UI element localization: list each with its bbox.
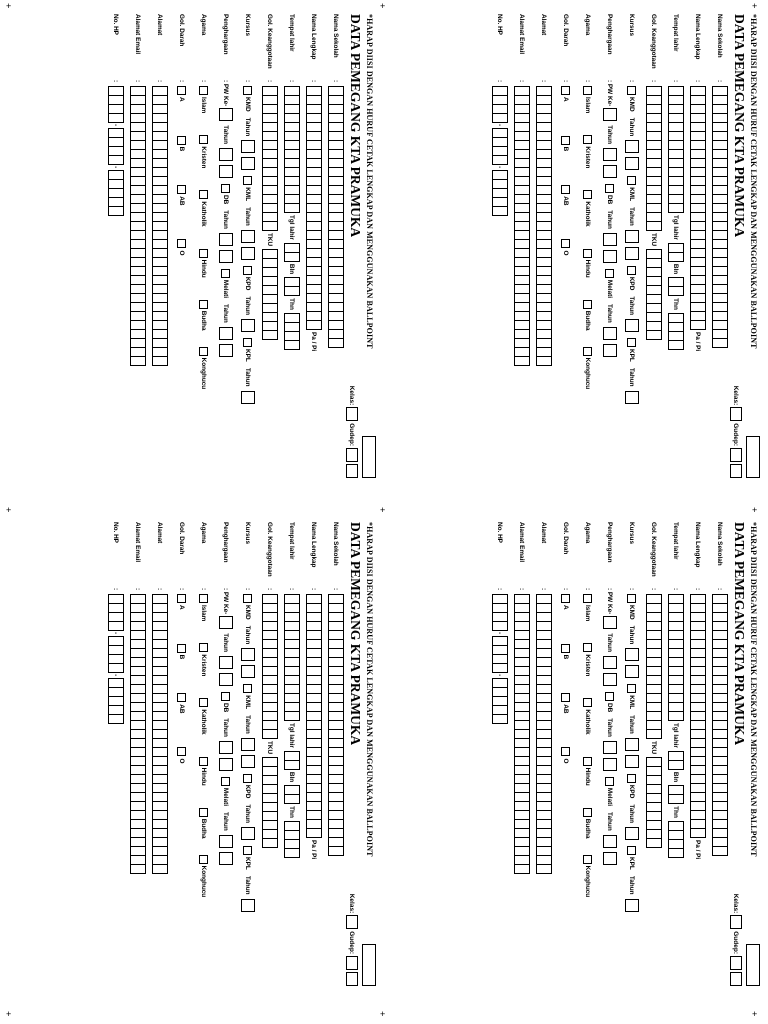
char-cell[interactable]: [492, 155, 508, 165]
blood-ab-checkbox[interactable]: [562, 185, 571, 194]
row-gol-keanggotaan: Gol. Keanggotaan : TKU: [259, 522, 281, 986]
char-cell[interactable]: [646, 221, 662, 231]
gol-keanggotaan-field[interactable]: [262, 86, 278, 230]
blood-a-checkbox[interactable]: [178, 86, 187, 95]
char-cell[interactable]: [668, 848, 684, 858]
instruction-note: *HARAP DIISI DENGAN HURUF CETAK LENGKAP DAN MENGGUNAKAN BALLPOINT: [749, 522, 758, 857]
gol-keanggotaan-field[interactable]: [646, 594, 662, 738]
char-cell[interactable]: [262, 330, 278, 340]
char-cell[interactable]: [108, 155, 124, 165]
kml-checkbox[interactable]: [244, 684, 253, 693]
row-tempat-lahir: Tempat lahir : Tgl lahir Bln Thn: [281, 14, 303, 478]
db-checkbox[interactable]: [222, 692, 231, 701]
char-cell[interactable]: [306, 320, 322, 330]
nama-sekolah-field[interactable]: [328, 86, 344, 347]
row-gol-darah: Gol. Darah : A B AB O: [178, 14, 186, 256]
katholik-checkbox[interactable]: [584, 190, 593, 199]
char-cell[interactable]: [668, 286, 684, 296]
nama-lengkap-field[interactable]: [306, 594, 322, 837]
kelas-gudep: Kelas: Gudep:: [730, 386, 742, 478]
corner-box[interactable]: [362, 944, 376, 986]
instruction-note: *HARAP DIISI DENGAN HURUF CETAK LENGKAP DAN MENGGUNAKAN BALLPOINT: [365, 522, 374, 857]
row-gol-keanggotaan: Gol. Keanggotaan : TKU: [643, 522, 665, 986]
tempat-lahir-field[interactable]: [668, 594, 684, 720]
kelas-box[interactable]: [346, 407, 358, 421]
gudep-box[interactable]: [730, 956, 742, 970]
hindu-checkbox[interactable]: [200, 757, 209, 766]
alamat-email-field[interactable]: [130, 86, 146, 365]
row-gol-darah: Gol. Darah : A B AB O: [562, 14, 570, 256]
crop-mark: +: [6, 505, 12, 515]
form-title: DATA PEMEGANG KTA PRAMUKA: [732, 14, 747, 238]
kelas-gudep: Kelas: Gudep:: [346, 386, 358, 478]
row-alamat: Alamat :: [533, 522, 555, 986]
row-alamat: Alamat :: [149, 522, 171, 986]
kpd-checkbox[interactable]: [628, 774, 637, 783]
melati-checkbox[interactable]: [606, 777, 615, 786]
kpl-checkbox[interactable]: [628, 846, 637, 855]
kpd-checkbox[interactable]: [244, 774, 253, 783]
char-cell[interactable]: [668, 203, 684, 213]
alamat-email-field[interactable]: [130, 594, 146, 873]
katholik-checkbox[interactable]: [584, 698, 593, 707]
blood-a-checkbox[interactable]: [178, 594, 187, 603]
char-cell[interactable]: [108, 621, 124, 631]
row-tempat-lahir: Tempat lahir : Tgl lahir Bln Thn: [281, 522, 303, 986]
hindu-checkbox[interactable]: [584, 757, 593, 766]
kelas-box[interactable]: [730, 915, 742, 929]
char-cell[interactable]: [108, 206, 124, 216]
konghucu-checkbox[interactable]: [584, 347, 593, 356]
alamat-email-field[interactable]: [514, 86, 530, 365]
gudep-box[interactable]: [346, 956, 358, 970]
char-cell[interactable]: [130, 356, 146, 366]
row-agama: Agama : Islam Kristen Katholik Hindu Budha Konghucu: [200, 522, 208, 898]
row-alamat-email: Alamat Email :: [127, 522, 149, 986]
char-cell[interactable]: [492, 663, 508, 673]
row-nama-lengkap: Nama Lengkap : Pa / Pi: [303, 14, 325, 478]
crop-mark: +: [752, 1009, 758, 1019]
char-cell[interactable]: [492, 621, 508, 631]
no-hp-field-3[interactable]: [108, 170, 124, 215]
blood-ab-checkbox[interactable]: [562, 693, 571, 702]
crop-mark: +: [380, 1, 386, 11]
kmd-checkbox[interactable]: [628, 86, 637, 95]
row-tempat-lahir: Tempat lahir : Tgl lahir Bln Thn: [665, 522, 687, 986]
budha-checkbox[interactable]: [200, 808, 209, 817]
char-cell[interactable]: [646, 330, 662, 340]
row-tempat-lahir: Tempat lahir : Tgl lahir Bln Thn: [665, 14, 687, 478]
nama-lengkap-field[interactable]: [690, 86, 706, 329]
char-cell[interactable]: [284, 711, 300, 721]
no-hp-field-3[interactable]: [492, 170, 508, 215]
char-cell[interactable]: [646, 838, 662, 848]
row-penghargaan: Penghargaan : PW Ke- Tahun DB Tahun Melati Tahun: [599, 14, 621, 478]
char-cell[interactable]: [284, 848, 300, 858]
char-cell[interactable]: [514, 864, 530, 874]
kml-checkbox[interactable]: [244, 176, 253, 185]
kml-checkbox[interactable]: [628, 684, 637, 693]
nama-lengkap-field[interactable]: [690, 594, 706, 837]
kristen-checkbox[interactable]: [200, 135, 209, 144]
no-hp-field-1[interactable]: [108, 594, 124, 630]
budha-checkbox[interactable]: [200, 300, 209, 309]
tku-field[interactable]: [646, 757, 662, 847]
instruction-note: *HARAP DIISI DENGAN HURUF CETAK LENGKAP DAN MENGGUNAKAN BALLPOINT: [365, 14, 374, 349]
char-cell[interactable]: [492, 113, 508, 123]
char-cell[interactable]: [514, 356, 530, 366]
kpd-checkbox[interactable]: [244, 266, 253, 275]
char-cell[interactable]: [646, 729, 662, 739]
form-title: DATA PEMEGANG KTA PRAMUKA: [348, 14, 363, 238]
blood-o-checkbox[interactable]: [178, 239, 187, 248]
char-cell[interactable]: [668, 340, 684, 350]
row-kursus: Kursus : KMD Tahun KML Tahun KPD Tahun KPL Tahun: [237, 14, 259, 478]
pw-ke-box[interactable]: [219, 108, 233, 121]
row-agama: Agama : Islam Kristen Katholik Hindu Budha Konghucu: [584, 14, 592, 390]
row-gol-keanggotaan: Gol. Keanggotaan : TKU: [259, 14, 281, 478]
row-no-hp: No. HP : - -: [105, 522, 127, 986]
char-cell[interactable]: [492, 714, 508, 724]
alamat-field[interactable]: [152, 594, 168, 873]
blood-ab-checkbox[interactable]: [178, 185, 187, 194]
crop-mark: +: [752, 505, 758, 515]
nama-sekolah-field[interactable]: [712, 86, 728, 347]
konghucu-checkbox[interactable]: [584, 855, 593, 864]
row-kursus: Kursus : KMD Tahun KML Tahun KPD Tahun KPL Tahun: [621, 14, 643, 478]
char-cell[interactable]: [284, 794, 300, 804]
instruction-note: *HARAP DIISI DENGAN HURUF CETAK LENGKAP DAN MENGGUNAKAN BALLPOINT: [749, 14, 758, 349]
islam-checkbox[interactable]: [200, 86, 209, 95]
blood-o-checkbox[interactable]: [562, 747, 571, 756]
gudep-box[interactable]: [730, 448, 742, 462]
row-nama-lengkap: Nama Lengkap : Pa / Pi: [303, 522, 325, 986]
melati-checkbox[interactable]: [222, 269, 231, 278]
corner-box[interactable]: [362, 436, 376, 478]
char-cell[interactable]: [284, 252, 300, 262]
kmd-checkbox[interactable]: [244, 594, 253, 603]
blood-o-checkbox[interactable]: [562, 239, 571, 248]
blood-o-checkbox[interactable]: [178, 747, 187, 756]
row-alamat-email: Alamat Email :: [511, 522, 533, 986]
tempat-lahir-field[interactable]: [284, 594, 300, 720]
char-cell[interactable]: [152, 864, 168, 874]
char-cell[interactable]: [328, 846, 344, 856]
crop-mark: +: [6, 1, 12, 11]
char-cell[interactable]: [306, 828, 322, 838]
row-agama: Agama : Islam Kristen Katholik Hindu Budha Konghucu: [200, 14, 208, 390]
gudep-box[interactable]: [346, 448, 358, 462]
kta-form-3: [44, 8, 380, 484]
char-cell[interactable]: [668, 252, 684, 262]
kta-form-1: [428, 8, 764, 484]
char-cell[interactable]: [328, 338, 344, 348]
kta-form-4: [44, 516, 380, 992]
char-cell[interactable]: [284, 286, 300, 296]
islam-checkbox[interactable]: [584, 86, 593, 95]
char-cell[interactable]: [262, 729, 278, 739]
tempat-lahir-field[interactable]: [668, 86, 684, 212]
nama-sekolah-field[interactable]: [712, 594, 728, 855]
char-cell[interactable]: [668, 760, 684, 770]
tempat-lahir-field[interactable]: [284, 86, 300, 212]
kelas-box[interactable]: [346, 915, 358, 929]
blood-b-checkbox[interactable]: [178, 136, 187, 145]
row-gol-keanggotaan: Gol. Keanggotaan : TKU: [643, 14, 665, 478]
islam-checkbox[interactable]: [584, 594, 593, 603]
nama-sekolah-field[interactable]: [328, 594, 344, 855]
kristen-checkbox[interactable]: [584, 643, 593, 652]
row-penghargaan: Penghargaan : PW Ke- Tahun DB Tahun Melati Tahun: [215, 522, 237, 986]
tku-field[interactable]: [262, 757, 278, 847]
blood-a-checkbox[interactable]: [562, 86, 571, 95]
hindu-checkbox[interactable]: [584, 249, 593, 258]
kpd-checkbox[interactable]: [628, 266, 637, 275]
row-alamat-email: Alamat Email :: [127, 14, 149, 478]
char-cell[interactable]: [668, 711, 684, 721]
char-cell[interactable]: [668, 794, 684, 804]
crop-mark: +: [6, 1009, 12, 1019]
char-cell[interactable]: [108, 113, 124, 123]
pw-ke-box[interactable]: [219, 616, 233, 629]
row-penghargaan: Penghargaan : PW Ke- Tahun DB Tahun Melati Tahun: [599, 522, 621, 986]
char-cell[interactable]: [712, 846, 728, 856]
crop-mark: +: [380, 1009, 386, 1019]
row-gol-darah: Gol. Darah : A B AB O: [562, 522, 570, 764]
kelas-box[interactable]: [730, 407, 742, 421]
char-cell[interactable]: [284, 340, 300, 350]
row-nama-lengkap: Nama Lengkap : Pa / Pi: [687, 14, 709, 478]
alamat-field[interactable]: [536, 594, 552, 873]
blood-b-checkbox[interactable]: [562, 136, 571, 145]
db-checkbox[interactable]: [606, 184, 615, 193]
char-cell[interactable]: [108, 714, 124, 724]
kmd-checkbox[interactable]: [628, 594, 637, 603]
row-agama: Agama : Islam Kristen Katholik Hindu Budha Konghucu: [584, 522, 592, 898]
blood-a-checkbox[interactable]: [562, 594, 571, 603]
no-hp-field-1[interactable]: [492, 594, 508, 630]
kml-checkbox[interactable]: [628, 176, 637, 185]
form-title: DATA PEMEGANG KTA PRAMUKA: [732, 522, 747, 746]
blood-ab-checkbox[interactable]: [178, 693, 187, 702]
corner-box[interactable]: [746, 436, 760, 478]
row-gol-darah: Gol. Darah : A B AB O: [178, 522, 186, 764]
row-nama-sekolah: Nama Sekolah :: [709, 522, 731, 986]
pw-ke-box[interactable]: [603, 108, 617, 121]
row-nama-lengkap: Nama Lengkap : Pa / Pi: [687, 522, 709, 986]
row-alamat: Alamat :: [149, 14, 171, 478]
alamat-field[interactable]: [536, 86, 552, 365]
melati-checkbox[interactable]: [606, 269, 615, 278]
row-nama-sekolah: Nama Sekolah :: [325, 14, 347, 478]
char-cell[interactable]: [130, 864, 146, 874]
kmd-checkbox[interactable]: [244, 86, 253, 95]
corner-box[interactable]: [746, 944, 760, 986]
no-hp-field-3[interactable]: [492, 678, 508, 723]
nama-lengkap-field[interactable]: [306, 86, 322, 329]
alamat-email-field[interactable]: [514, 594, 530, 873]
gol-keanggotaan-field[interactable]: [262, 594, 278, 738]
row-penghargaan: Penghargaan : PW Ke- Tahun DB Tahun Melati Tahun: [215, 14, 237, 478]
kta-form-2: [428, 516, 764, 992]
budha-checkbox[interactable]: [584, 808, 593, 817]
char-cell[interactable]: [152, 356, 168, 366]
alamat-field[interactable]: [152, 86, 168, 365]
row-no-hp: No. HP : - -: [489, 14, 511, 478]
no-hp-field-1[interactable]: [108, 86, 124, 122]
tku-field[interactable]: [646, 249, 662, 339]
no-hp-field-3[interactable]: [108, 678, 124, 723]
blood-b-checkbox[interactable]: [178, 644, 187, 653]
row-kursus: Kursus : KMD Tahun KML Tahun KPD Tahun KPL Tahun: [621, 522, 643, 986]
no-hp-field-1[interactable]: [492, 86, 508, 122]
kpl-checkbox[interactable]: [244, 338, 253, 347]
budha-checkbox[interactable]: [584, 300, 593, 309]
crop-mark: +: [380, 505, 386, 515]
char-cell[interactable]: [284, 760, 300, 770]
no-hp-field-2[interactable]: [492, 636, 508, 672]
form-title: DATA PEMEGANG KTA PRAMUKA: [348, 522, 363, 746]
char-cell[interactable]: [492, 206, 508, 216]
kpl-checkbox[interactable]: [628, 338, 637, 347]
hindu-checkbox[interactable]: [200, 249, 209, 258]
no-hp-field-2[interactable]: [108, 128, 124, 164]
row-no-hp: No. HP : - -: [489, 522, 511, 986]
pw-ke-box[interactable]: [603, 616, 617, 629]
melati-checkbox[interactable]: [222, 777, 231, 786]
tku-field[interactable]: [262, 249, 278, 339]
row-alamat: Alamat :: [533, 14, 555, 478]
kristen-checkbox[interactable]: [200, 643, 209, 652]
katholik-checkbox[interactable]: [200, 698, 209, 707]
kelas-gudep: Kelas: Gudep:: [730, 894, 742, 986]
no-hp-field-2[interactable]: [492, 128, 508, 164]
row-no-hp: No. HP : - -: [105, 14, 127, 478]
db-checkbox[interactable]: [606, 692, 615, 701]
char-cell[interactable]: [690, 828, 706, 838]
char-cell[interactable]: [690, 320, 706, 330]
kpl-checkbox[interactable]: [244, 846, 253, 855]
row-nama-sekolah: Nama Sekolah :: [325, 522, 347, 986]
blood-b-checkbox[interactable]: [562, 644, 571, 653]
row-nama-sekolah: Nama Sekolah :: [709, 14, 731, 478]
katholik-checkbox[interactable]: [200, 190, 209, 199]
char-cell[interactable]: [536, 356, 552, 366]
kelas-gudep: Kelas: Gudep:: [346, 894, 358, 986]
db-checkbox[interactable]: [222, 184, 231, 193]
char-cell[interactable]: [712, 338, 728, 348]
char-cell[interactable]: [262, 221, 278, 231]
no-hp-field-2[interactable]: [108, 636, 124, 672]
crop-mark: +: [752, 1, 758, 11]
islam-checkbox[interactable]: [200, 594, 209, 603]
gol-keanggotaan-field[interactable]: [646, 86, 662, 230]
kristen-checkbox[interactable]: [584, 135, 593, 144]
row-kursus: Kursus : KMD Tahun KML Tahun KPD Tahun KPL Tahun: [237, 522, 259, 986]
konghucu-checkbox[interactable]: [200, 347, 209, 356]
char-cell[interactable]: [108, 663, 124, 673]
konghucu-checkbox[interactable]: [200, 855, 209, 864]
char-cell[interactable]: [262, 838, 278, 848]
row-alamat-email: Alamat Email :: [511, 14, 533, 478]
char-cell[interactable]: [284, 203, 300, 213]
char-cell[interactable]: [536, 864, 552, 874]
